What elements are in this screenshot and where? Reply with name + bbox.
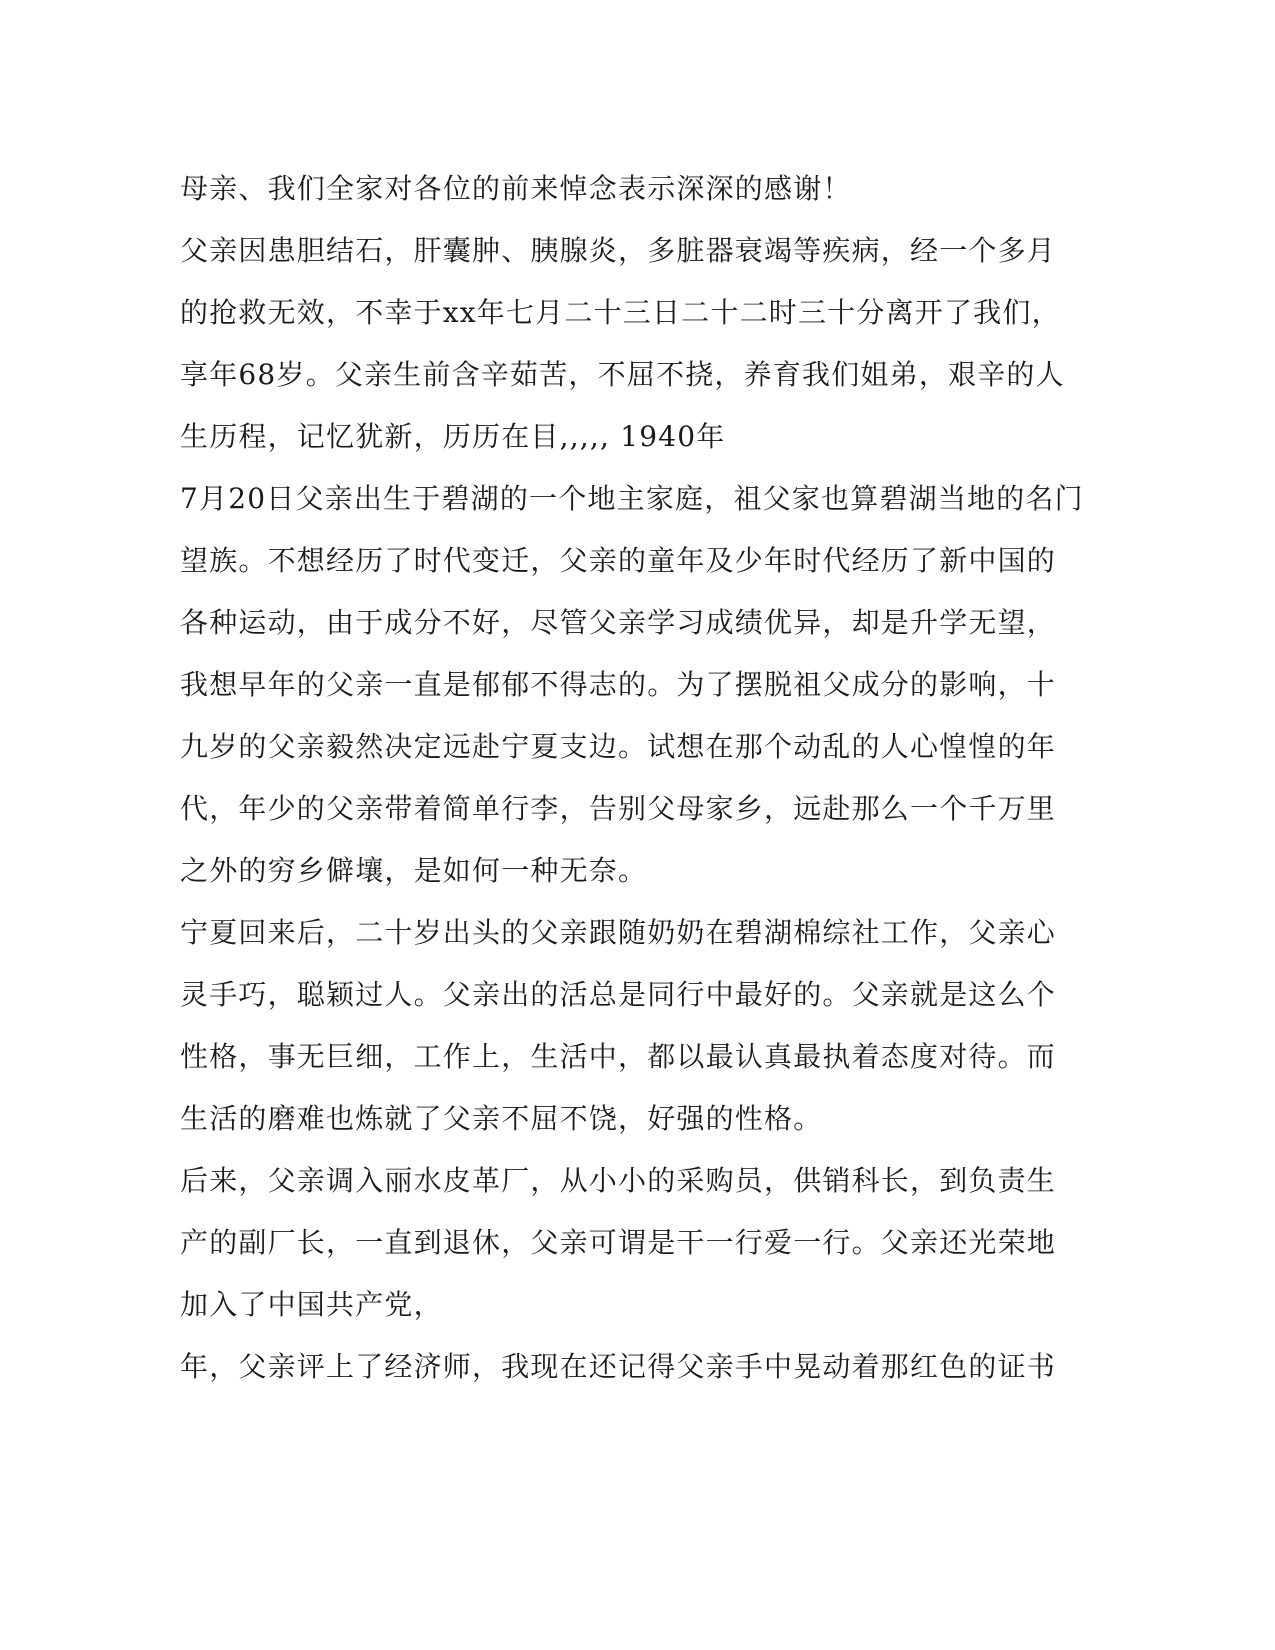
text-line: 年，父亲评上了经济师，我现在还记得父亲手中晃动着那红色的证书 [180, 1350, 1057, 1383]
text-line: 享年68岁。父亲生前含辛茹苦，不屈不挠，养育我们姐弟，艰辛的人 [180, 358, 1065, 391]
text-line: 代，年少的父亲带着简单行李，告别父母家乡，远赴那么一个千万里 [180, 792, 1057, 825]
text-line: 望族。不想经历了时代变迁，父亲的童年及少年时代经历了新中国的 [180, 544, 1057, 577]
text-line: 的抢救无效，不幸于xx年七月二十三日二十二时三十分离开了我们， [180, 296, 1061, 329]
text-line: 九岁的父亲毅然决定远赴宁夏支边。试想在那个动乱的人心惶惶的年 [180, 730, 1057, 763]
body-text [180, 158, 1084, 1398]
text-line: 各种运动，由于成分不好，尽管父亲学习成绩优异，却是升学无望， [180, 606, 1057, 639]
text-line: 生活的磨难也炼就了父亲不屈不饶，好强的性格。 [180, 1102, 823, 1135]
text-line: 之外的穷乡僻壤，是如何一种无奈。 [180, 854, 648, 887]
text-line: 我想早年的父亲一直是郁郁不得志的。为了摆脱祖父成分的影响，十 [180, 668, 1057, 701]
text-line: 产的副厂长，一直到退休，父亲可谓是干一行爱一行。父亲还光荣地 [180, 1226, 1057, 1259]
text-line: 7月20日父亲出生于碧湖的一个地主家庭，祖父家也算碧湖当地的名门 [180, 482, 1084, 515]
text-line: 生历程，记忆犹新，历历在目,,,,, 1940年 [180, 420, 726, 453]
text-line: 母亲、我们全家对各位的前来悼念表示深深的感谢！ [180, 172, 852, 205]
text-line: 宁夏回来后，二十岁出头的父亲跟随奶奶在碧湖棉综社工作，父亲心 [180, 916, 1057, 949]
text-line: 父亲因患胆结石，肝囊肿、胰腺炎，多脏器衰竭等疾病，经一个多月 [180, 234, 1057, 267]
text-line: 性格，事无巨细，工作上，生活中，都以最认真最执着态度对待。而 [180, 1040, 1057, 1073]
text-line: 加入了中国共产党， [180, 1288, 443, 1321]
text-line: 后来，父亲调入丽水皮革厂，从小小的采购员，供销科长，到负责生 [180, 1164, 1057, 1197]
text-line: 灵手巧，聪颖过人。父亲出的活总是同行中最好的。父亲就是这么个 [180, 978, 1057, 1011]
